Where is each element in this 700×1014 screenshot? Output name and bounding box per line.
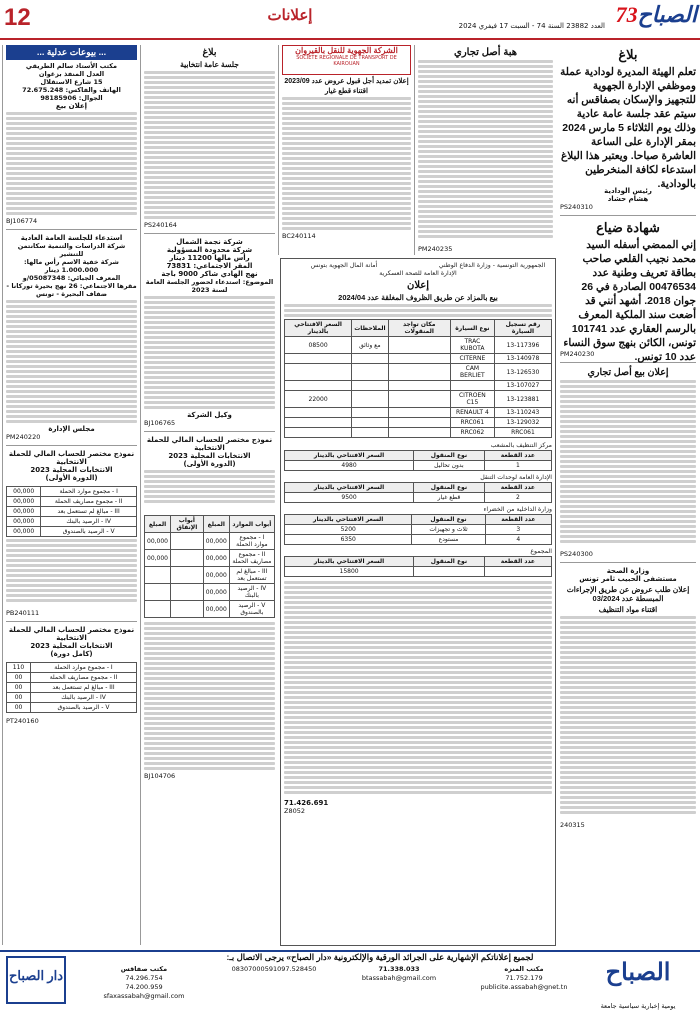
extension-title: إعلان تمديد أجل قبول عروض عدد 2023/09 — [284, 78, 409, 85]
fin3-cell: V - الرصيد بالصندوق — [31, 703, 137, 713]
fin-cell — [171, 584, 204, 601]
vehicle-row — [285, 337, 552, 354]
vt-col: مكان تواجد المنقولات — [388, 320, 450, 337]
gift-title: هبة أصل تجاري — [454, 47, 517, 58]
fin-col: أبواب الإنفاق — [171, 516, 204, 533]
sect-addr: مقرها الاجتماعي: 26 نهج بحيرة توركانا - ضفاف البحيرة - تونس — [6, 282, 137, 298]
ad-sub: بيع بالمزاد عن طريق الظروف المغلقة عدد 2024/04 — [338, 293, 498, 302]
vehicle-cell — [285, 428, 352, 438]
company-name-fr: SOCIETE REGIONALE DE TRANSPORT DE KAIROUAN — [296, 55, 397, 67]
lot-label: وزارة الداخلية من الخضراء — [483, 506, 552, 513]
vehicle-cell: 22000 — [285, 391, 352, 408]
company-capital: رأس مالها 11200 دينار — [169, 254, 250, 262]
lot-table — [284, 450, 552, 471]
fin2-cell: 00,000 — [7, 507, 41, 517]
company-address: المقر الاجتماعي: 73831 — [166, 262, 253, 270]
fin2-cell: II - مجموع مصاريف الحملة — [41, 497, 137, 507]
vehicles-table — [284, 319, 552, 438]
lot-cell: 15800 — [285, 567, 414, 577]
vehicle-cell: 13-123881 — [494, 391, 551, 408]
vehicle-cell — [285, 381, 352, 391]
vehicle-cell — [352, 391, 388, 408]
lot-row — [285, 525, 552, 535]
tender-body — [560, 616, 696, 821]
fin3-row — [7, 673, 137, 683]
vehicle-row — [285, 428, 552, 438]
fin2-cell: 00,000 — [7, 497, 41, 507]
company-body — [144, 296, 275, 411]
tender-code: 240315 — [560, 821, 585, 829]
lot-cell — [414, 567, 485, 577]
lot-cell: 4 — [485, 535, 551, 545]
page-number: 12 — [4, 4, 31, 31]
office: مكتب الأستاذ سالم الطريقي — [25, 62, 118, 70]
lots-section — [284, 442, 552, 577]
fin2-round: (الدورة الأولى) — [45, 474, 98, 482]
fin-extra — [144, 622, 275, 772]
gift-code: PM240235 — [418, 245, 453, 253]
office2: العدل المنفذ بزغوان — [38, 70, 105, 78]
fin-table — [144, 515, 275, 618]
vehicle-cell — [285, 364, 352, 381]
fin3-code: PT240160 — [6, 717, 39, 725]
fin-cell: 00,000 — [203, 584, 229, 601]
fin-col: المبلغ — [145, 516, 171, 533]
column-mid-top — [278, 45, 414, 255]
fin-cell: 00,000 — [203, 550, 229, 567]
conditions-body — [284, 581, 552, 799]
fin-row — [145, 567, 275, 584]
company-rc: نهج الهادي شاكر 9000 باجة — [161, 270, 258, 278]
sect-sub: شركة الدراسات والتنمية سكانتمن للتنشير — [17, 242, 126, 258]
lot-row — [285, 461, 552, 471]
vehicle-cell — [352, 354, 388, 364]
fin-cell — [171, 601, 204, 618]
lot-col: نوع المنقول — [412, 515, 485, 525]
cert-body: إني الممضي أسفله السيد محمد نجيب القلعي صاحب بطاقة تعريف وطنية عدد 00476534 الصادرة في 26 جوان 2018. أشهد أنني قد أضعت سند الملكية المعرف بالرسم العقاري عدد 101741 تونس، الكائن بنهج سوق النساء عدد 10 تونس. — [563, 239, 696, 363]
phone-mobile: 08307000591097.528450 — [231, 965, 317, 973]
vehicle-cell — [450, 381, 494, 391]
vehicle-row — [285, 354, 552, 364]
fin2-code: PB240111 — [6, 609, 40, 617]
lot-cell: 3 — [485, 525, 551, 535]
ml-subtitle: جلسة عامة انتخابية — [180, 60, 239, 69]
fin2-cell: V - الرصيد بالصندوق — [41, 527, 137, 537]
vehicle-cell — [352, 408, 388, 418]
fin-col: أبواب الموارد — [229, 516, 274, 533]
extension-code: BC240114 — [282, 232, 316, 240]
lot-table — [284, 482, 552, 503]
fin2-row — [7, 497, 137, 507]
tender-head2: اقتناء مواد التنظيف — [598, 605, 658, 614]
fin2-cell: IV - الرصيد بالبنك — [41, 517, 137, 527]
fin3-row — [7, 663, 137, 673]
fin-cell: V - الرصيد بالصندوق — [229, 601, 274, 618]
vt-col: الملاحظات — [352, 320, 388, 337]
sfax-label: مكتب صفاقس — [120, 965, 168, 973]
section-title: إعلانات — [267, 7, 313, 24]
fin3-cell: II - مجموع مصاريف الحملة — [31, 673, 137, 683]
fin2-cell: III - مبالغ لم تستعمل بعد — [41, 507, 137, 517]
lot-cell: بدون تحاليل — [414, 461, 485, 471]
vehicle-cell: RENAULT 4 — [450, 408, 494, 418]
left-body — [6, 112, 137, 217]
fin-cell — [145, 567, 171, 584]
fin2-cell: 00,000 — [7, 517, 41, 527]
ad-intro — [284, 304, 552, 317]
fin-round: (الدورة الأولى) — [183, 460, 236, 468]
lot-col: عدد القطعة — [484, 557, 551, 567]
ministry: الجمهورية التونسية - وزارة الدفاع الوطني — [438, 262, 546, 269]
footer-mobile — [220, 965, 328, 974]
fin3-row — [7, 683, 137, 693]
fin-cell: 00,000 — [145, 550, 171, 567]
lot-cell: 4980 — [285, 461, 414, 471]
fin2-table — [6, 486, 137, 537]
vehicle-cell: 13-140978 — [494, 354, 551, 364]
office-phone: الهاتف والفاكس: 72.675.248 — [22, 86, 121, 94]
lot-col: عدد القطعة — [484, 451, 551, 461]
footer-title: لجميع إعلاناتكم الإشهارية على الجرائد الورقية والإلكترونية «دار الصباح» يرجى الاتصال بـ: — [226, 952, 534, 962]
lot-col: نوع المنقول — [414, 557, 485, 567]
vehicle-cell: 13-110243 — [494, 408, 551, 418]
lot-cell: 1 — [484, 461, 551, 471]
email-2[interactable]: sfaxassabah@gmail.com — [103, 992, 185, 1000]
gift-body — [418, 60, 553, 245]
ml-title: بلاغ — [202, 47, 217, 58]
vehicle-cell: RRC062 — [450, 428, 494, 438]
sale-body — [560, 380, 696, 550]
lot-table — [284, 514, 552, 545]
notice-sig1: رئيس الودادية — [604, 187, 652, 195]
sect-title: استدعاء للجلسة العامة العادية — [20, 234, 123, 242]
lot-head-row — [285, 483, 552, 493]
fin-cell — [171, 550, 204, 567]
fin-cell — [171, 567, 204, 584]
fin-cell: I - مجموع موارد الحملة — [229, 533, 274, 550]
logo-text: الصباح — [637, 2, 697, 27]
lot-label: مركز التنظيف بالمشعب — [490, 442, 552, 449]
fin3-cell: IV - الرصيد بالبنك — [31, 693, 137, 703]
fin-col: المبلغ — [203, 516, 229, 533]
fin-cell: IV - الرصيد بالبنك — [229, 584, 274, 601]
extension-sub: اقتناء قطع غيار — [325, 88, 368, 95]
lot-row — [285, 535, 552, 545]
fin-cell — [171, 533, 204, 550]
sfax-phone2: 74.200.959 — [125, 983, 163, 991]
column-right — [560, 45, 696, 945]
vt-col: نوع السيارة — [450, 320, 494, 337]
masthead-logo — [612, 2, 697, 36]
vehicle-cell: 13-107027 — [494, 381, 551, 391]
lot-row — [285, 493, 552, 503]
footer-logo: الصباح — [605, 960, 671, 986]
fin-row — [145, 533, 275, 550]
lot-row — [285, 567, 552, 577]
ml-code: PS240164 — [144, 221, 177, 229]
vehicle-cell — [388, 391, 450, 408]
vehicle-cell — [285, 418, 352, 428]
notice-title: بلاغ — [618, 47, 638, 62]
footer-tagline: يومية إخبارية سياسية جامعة — [600, 1002, 676, 1010]
fin3-table — [6, 662, 137, 713]
fin3-cell: I - مجموع موارد الحملة — [31, 663, 137, 673]
lot-cell — [484, 567, 551, 577]
fin3-row — [7, 703, 137, 713]
fin-sub: الانتخابات المحلية 2023 — [168, 452, 251, 460]
fin3-sub: الانتخابات المحلية 2023 — [30, 642, 113, 650]
fin2-sub: الانتخابات المحلية 2023 — [30, 466, 113, 474]
fin2-row — [7, 527, 137, 537]
company-ag: الموضوع: استدعاء لحضور الجلسة العامة لسنة 2023 — [145, 278, 274, 294]
vehicle-cell: 13-126530 — [494, 364, 551, 381]
company-code: BJ106765 — [144, 419, 176, 427]
vehicle-cell: RRC061 — [494, 428, 551, 438]
sfax-phone: 74.296.754 — [125, 974, 163, 982]
footer-sfax — [70, 965, 218, 1001]
vehicle-cell — [352, 381, 388, 391]
lot-cell: قطع غيار — [414, 493, 485, 503]
issue-info: العدد 23882 السنة 74 - السبت 17 فيفري 2024 — [458, 22, 605, 30]
fin-cell: 00,000 — [203, 601, 229, 618]
lot-cell: 2 — [484, 493, 551, 503]
cert-code: PM240230 — [560, 350, 595, 358]
vehicle-cell: CITERNE — [450, 354, 494, 364]
lot-head-row — [285, 515, 552, 525]
phone-main: 71.338.033 — [378, 965, 420, 973]
lot-col: السعر الافتتاحي بالدينار — [285, 515, 412, 525]
fin3-cell: 00 — [7, 683, 31, 693]
vehicle-cell — [388, 408, 450, 418]
vehicle-cell — [352, 364, 388, 381]
fin3-cell: 110 — [7, 663, 31, 673]
lot-head-row — [285, 451, 552, 461]
ml-body — [144, 71, 275, 221]
sect-body — [6, 300, 137, 425]
fin2-row — [7, 517, 137, 527]
fin3-cell: 00 — [7, 673, 31, 683]
footer-logo-dar: دار الصباح — [6, 956, 66, 1004]
column-mid-left — [140, 45, 278, 945]
office-mobile: الجوال: 98185906 — [40, 94, 103, 102]
final-amount: 71.426.691 — [284, 799, 329, 807]
vehicle-cell — [285, 408, 352, 418]
fin-cell: 00,000 — [203, 533, 229, 550]
tender-sub: مستشفى الحبيب ثامر تونس — [579, 575, 677, 583]
vehicle-cell — [388, 428, 450, 438]
fin-cell — [145, 601, 171, 618]
fin-meta — [144, 470, 275, 515]
fin-cell: II - مجموع مصاريف الحملة — [229, 550, 274, 567]
lot-cell: 5200 — [285, 525, 412, 535]
notice-sig2: هشام حشاد — [607, 195, 649, 203]
fin3-title: نموذج مختصر للحساب المالي للحملة الانتخابية — [8, 626, 135, 642]
tender-title: وزارة الصحة — [606, 567, 650, 575]
sect-sub2: شركة خفية الاسم رأس مالها: 1.000.000 دينار — [24, 258, 119, 274]
vehicle-cell: TRAC KUBOTA — [450, 337, 494, 354]
company-sig: وكيل الشركة — [187, 411, 232, 419]
lot-col: نوع المنقول — [414, 483, 485, 493]
lot-col: نوع المنقول — [414, 451, 485, 461]
lot-col: عدد القطعة — [484, 483, 551, 493]
vehicle-row — [285, 408, 552, 418]
lot-cell: ثلاث و تجهيزات — [412, 525, 485, 535]
defense-ad — [280, 258, 556, 946]
footer-contact — [330, 965, 468, 983]
column-mid-right — [414, 45, 556, 255]
vehicle-row — [285, 381, 552, 391]
fin2-extra — [6, 539, 137, 609]
company-name: الشركة الجهوية للنقل بالقيروان — [295, 46, 398, 55]
notice-body: تعلم الهيئة المديرة لودادية عملة وموظفي الإدارة الجهوية للتجهيز والإسكان بصفاقس أنه سيتم عقد جلسة عامة عادية وذلك يوم الثلاثاء 5 مارس 2024 بمقر الإدارة على الساعة العاشرة صباحا. ويعتبر هذا البلاغ استدعاء لكافة المنخرطين بالودادية. — [560, 66, 696, 190]
sale-code: PS240300 — [560, 550, 593, 558]
vehicle-row — [285, 418, 552, 428]
extension-body — [282, 97, 411, 232]
sale-title: إعلان بيع أصل تجاري — [587, 367, 669, 378]
vehicle-cell — [388, 354, 450, 364]
fin-cell: III - مبالغ لم تستعمل بعد — [229, 567, 274, 584]
lot-col: السعر الافتتاحي بالدينار — [285, 557, 414, 567]
lot-label: المجموع — [530, 548, 552, 555]
fin-cell: 00,000 — [145, 533, 171, 550]
vehicle-cell — [388, 364, 450, 381]
vt-col: رقم تسجيل السيارة — [494, 320, 551, 337]
lot-cell: 9500 — [285, 493, 414, 503]
tunis-phone: 71.752.179 — [505, 974, 543, 982]
lot-col: السعر الافتتاحي بالدينار — [285, 483, 414, 493]
fin-title: نموذج مختصر للحساب المالي للحملة الانتخابية — [146, 436, 273, 452]
lot-col: السعر الافتتاحي بالدينار — [285, 451, 414, 461]
vehicle-cell — [388, 337, 450, 354]
vehicle-row — [285, 364, 552, 381]
cert-title: شهادة ضياع — [596, 220, 660, 235]
final-code: Z8052 — [284, 807, 305, 815]
column-left — [2, 45, 140, 945]
tunis-label: مكتب المنزه — [504, 965, 544, 973]
fin3-cell: 00 — [7, 693, 31, 703]
left-header: ... بيوعات عدلية ... — [6, 45, 137, 60]
fin3-cell: III - مبالغ لم تستعمل بعد — [31, 683, 137, 693]
notice-code: PS240310 — [560, 203, 593, 211]
page-header — [0, 0, 700, 40]
lot-cell: 6350 — [285, 535, 412, 545]
vehicle-cell: 08500 — [285, 337, 352, 354]
vehicle-cell: 13-117396 — [494, 337, 551, 354]
vehicle-cell: RRC061 — [450, 418, 494, 428]
fin-cell — [145, 584, 171, 601]
company-logo — [282, 45, 411, 75]
logo-number: 73 — [615, 2, 638, 27]
vt-col: السعر الافتتاحي بالدينار — [285, 320, 352, 337]
fin2-cell: I - مجموع موارد الحملة — [41, 487, 137, 497]
left-title: إعلان بيع — [55, 102, 88, 110]
fin-code: BJ104706 — [144, 772, 176, 780]
left-code: BJ106774 — [6, 217, 38, 225]
vehicle-cell: CAM BERLIET — [450, 364, 494, 381]
fin2-row — [7, 507, 137, 517]
vehicle-cell — [285, 354, 352, 364]
lot-table — [284, 556, 552, 577]
fin2-cell: 00,000 — [7, 487, 41, 497]
vehicle-cell: مع وثائق — [352, 337, 388, 354]
vehicle-cell: 13-129032 — [494, 418, 551, 428]
lot-label: الإدارة العامة لوحدات التنقل — [480, 474, 552, 481]
fin-row — [145, 601, 275, 618]
sect-rc: المعرف الجبائي: 05087348/و — [22, 274, 121, 282]
fin3-round: (كامل دورة) — [50, 650, 93, 658]
vehicle-cell — [388, 418, 450, 428]
office3: 15 شارع الاستقلال — [40, 78, 103, 86]
vehicle-cell — [352, 418, 388, 428]
fin-cell: 00,000 — [203, 567, 229, 584]
vehicle-cell: CITROEN C15 — [450, 391, 494, 408]
admin: الإدارة العامة للصحة العسكرية — [379, 270, 457, 277]
fin3-row — [7, 693, 137, 703]
footer-tunis — [470, 965, 578, 992]
sect-code: PM240220 — [6, 433, 41, 441]
email-3[interactable]: btassabah@gmail.com — [361, 974, 437, 982]
fin2-row — [7, 487, 137, 497]
lot-col: عدد القطعة — [485, 515, 551, 525]
tender-head: إعلان طلب عروض عن طريق الإجراءات المبسطة عدد 03/2024 — [566, 585, 690, 603]
fin2-title: نموذج مختصر للحساب المالي للحملة الانتخابية — [8, 450, 135, 466]
ad-title: إعلان — [406, 280, 430, 291]
sect-sig: مجلس الإدارة — [48, 425, 95, 433]
company-title: شركة نجمة الشمال — [176, 238, 243, 246]
vehicle-cell — [352, 428, 388, 438]
buyer-note: أمانة المال الجهوية بتونس — [310, 262, 378, 269]
lot-cell: مستودع — [412, 535, 485, 545]
fin-row — [145, 584, 275, 601]
company-sub: شركة محدودة المسؤولية — [166, 246, 253, 254]
fin-row — [145, 550, 275, 567]
lot-head-row — [285, 557, 552, 567]
vehicle-cell — [388, 381, 450, 391]
email-main[interactable]: publicite.assabah@gnet.tn — [480, 983, 568, 991]
vehicle-row — [285, 391, 552, 408]
fin3-cell: 00 — [7, 703, 31, 713]
fin2-cell: 00,000 — [7, 527, 41, 537]
